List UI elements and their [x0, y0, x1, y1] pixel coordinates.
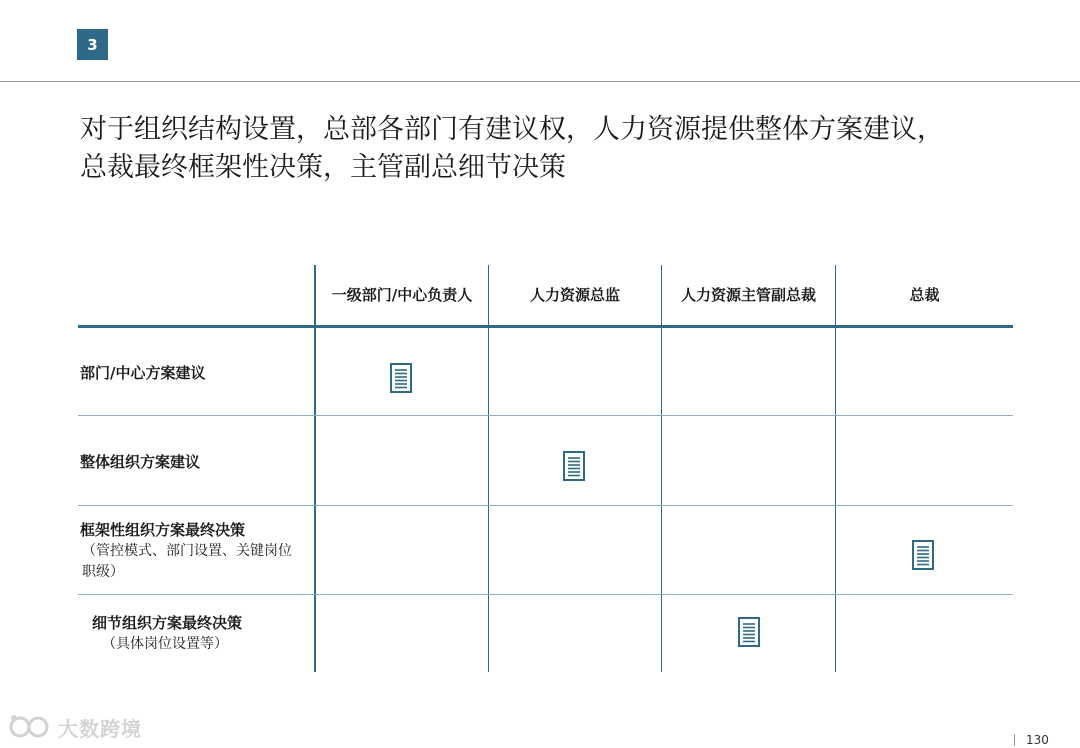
row-label: 细节组织方案最终决策: [92, 613, 243, 632]
page-number: 130: [1026, 733, 1049, 747]
column-header-hr-vp: 人力资源主管副总裁: [680, 285, 816, 304]
document-icon: [390, 363, 412, 393]
document-icon: [912, 540, 934, 570]
document-icon: [738, 617, 760, 647]
slide-title-line-1: 对于组织结构设置，总部各部门有建议权，人力资源提供整体方案建议，: [80, 114, 944, 145]
row-label: 整体组织方案建议: [80, 452, 201, 471]
slide-title: [80, 111, 1040, 187]
row-header-detail-decision: [92, 597, 322, 669]
watermark-text: 大数跨境: [58, 716, 142, 741]
slide-number-badge: 3: [77, 29, 108, 60]
grid-hline-1: [78, 415, 1013, 416]
column-header-hr-director: 人力资源总监: [529, 285, 620, 304]
column-header-dept-head: 一级部门/中心负责人: [331, 285, 473, 304]
row-sublabel: （管控模式、部门设置、关键岗位职级）: [82, 543, 292, 580]
row-header-overall-proposal: [80, 418, 310, 505]
slide-title-line-2: 总裁最终框架性决策，主管副总细节决策: [80, 152, 566, 183]
watermark: [8, 712, 142, 742]
row-header-dept-proposal: [80, 330, 310, 415]
header-rule: [78, 325, 1013, 328]
document-icon: [563, 451, 585, 481]
watermark-logo-icon: [8, 712, 54, 742]
grid-hline-2: [78, 505, 1013, 506]
footer-separator: [1014, 734, 1015, 746]
row-sublabel: （具体岗位设置等）: [102, 635, 228, 652]
row-header-framework-decision: [80, 508, 310, 594]
grid-hline-3: [78, 594, 1013, 595]
row-label: 框架性组织方案最终决策: [80, 521, 246, 539]
header-divider: [0, 81, 1080, 82]
row-label: 部门/中心方案建议: [80, 363, 206, 382]
column-header-president: 总裁: [909, 285, 940, 304]
